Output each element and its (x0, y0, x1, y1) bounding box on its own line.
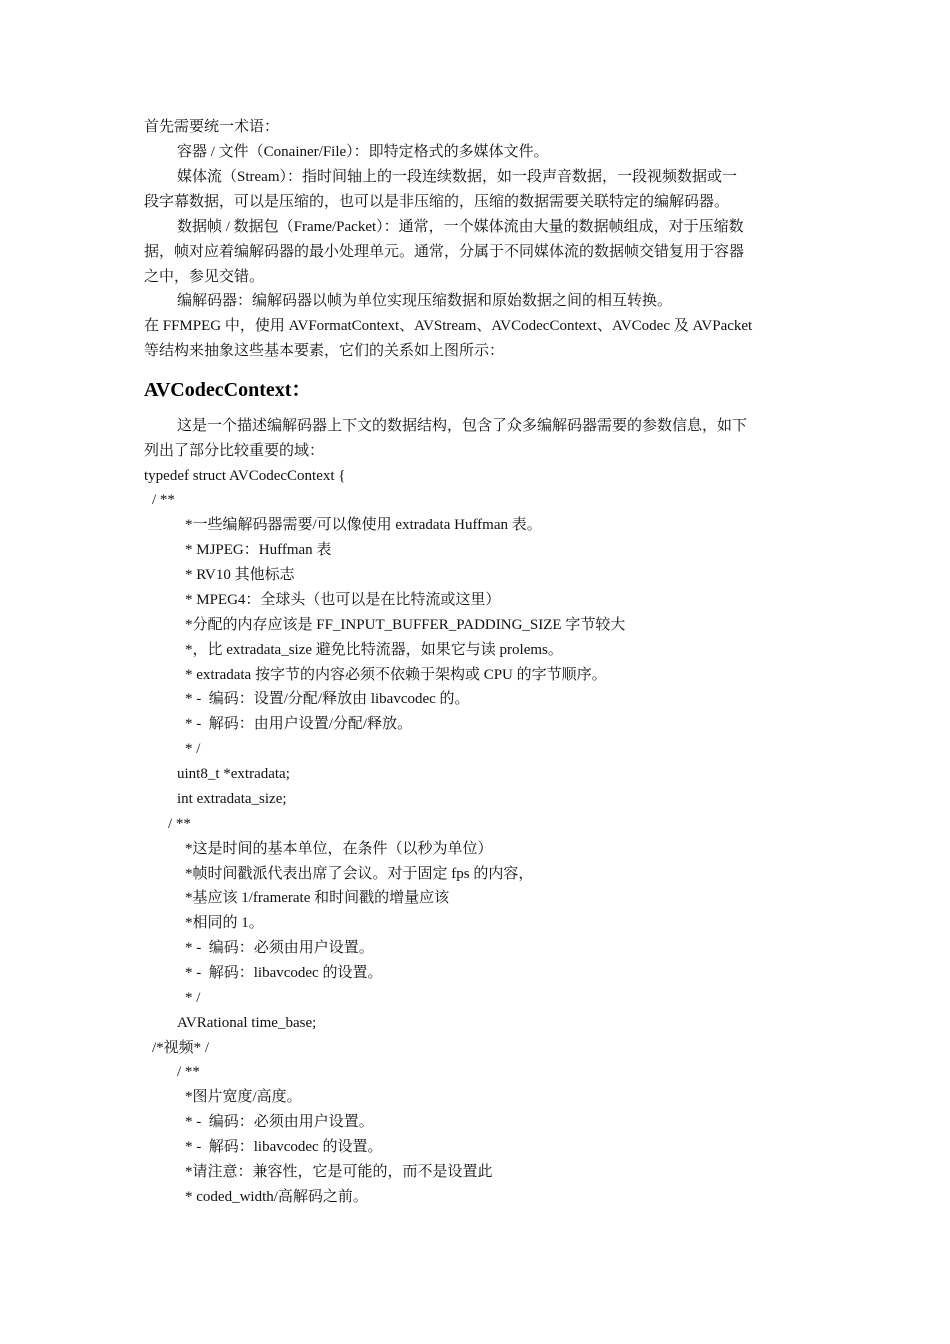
code-line: * - 编码：必须由用户设置。 (185, 1114, 374, 1130)
code-line: /*视频* / (152, 1040, 210, 1056)
code-line: *帧时间戳派代表出席了会议。对于固定 fps 的内容， (185, 866, 534, 882)
code-line: typedef struct AVCodecContext { (144, 468, 346, 484)
code-line: uint8_t *extradata; (177, 766, 290, 782)
code-line: * MPEG4：全球头（也可以是在比特流或这里） (185, 592, 501, 608)
code-line: int extradata_size; (177, 791, 287, 807)
code-line: *一些编解码器需要/可以像使用 extradata Huffman 表。 (185, 517, 542, 533)
code-line: * - 解码：由用户设置/分配/释放。 (185, 716, 413, 732)
intro-line: 据，帧对应着编解码器的最小处理单元。通常，分属于不同媒体流的数据帧交错复用于容器 (144, 244, 745, 260)
intro-line: 等结构来抽象这些基本要素，它们的关系如上图所示： (144, 343, 505, 359)
code-line: * coded_width/高解码之前。 (185, 1189, 368, 1205)
code-line: * extradata 按字节的内容必须不依赖于架构或 CPU 的字节顺序。 (185, 667, 607, 683)
intro-line: 段字幕数据，可以是压缩的，也可以是非压缩的，压缩的数据需要关联特定的编解码器。 (144, 194, 730, 210)
code-line: / ** (168, 816, 191, 832)
intro-line: 首先需要统一术语： (144, 119, 280, 135)
section-heading: AVCodecContext： (144, 379, 312, 401)
code-line: * - 编码：必须由用户设置。 (185, 940, 374, 956)
code-line: * - 解码：libavcodec 的设置。 (185, 1139, 383, 1155)
code-line: *相同的 1。 (185, 915, 264, 931)
intro-line: 媒体流（Stream）：指时间轴上的一段连续数据，如一段声音数据，一段视频数据或一 (177, 169, 737, 185)
code-line: / ** (152, 492, 175, 508)
intro-line: 之中，参见交错。 (144, 269, 265, 285)
desc-line: 列出了部分比较重要的域： (144, 443, 325, 459)
intro-line: 数据帧 / 数据包（Frame/Packet）：通常，一个媒体流由大量的数据帧组成，对于压缩数 (177, 219, 744, 235)
intro-line: 容器 / 文件（Conainer/File）：即特定格式的多媒体文件。 (177, 144, 549, 160)
code-line: *分配的内存应该是 FF_INPUT_BUFFER_PADDING_SIZE 字节较大 (185, 617, 626, 633)
intro-line: 在 FFMPEG 中，使用 AVFormatContext、AVStream、AVCodecContext、AVCodec 及 AVPacket (144, 318, 753, 334)
code-line: *基应该 1/framerate 和时间戳的增量应该 (185, 890, 450, 906)
code-line: / ** (177, 1064, 200, 1080)
desc-line: 这是一个描述编解码器上下文的数据结构，包含了众多编解码器需要的参数信息，如下 (177, 418, 748, 434)
intro-line: 编解码器：编解码器以帧为单位实现压缩数据和原始数据之间的相互转换。 (177, 293, 673, 309)
code-line: * / (185, 990, 201, 1006)
code-line: * - 解码：libavcodec 的设置。 (185, 965, 383, 981)
code-line: AVRational time_base; (177, 1015, 317, 1031)
code-line: * RV10 其他标志 (185, 567, 295, 583)
code-line: * MJPEG：Huffman 表 (185, 542, 332, 558)
code-line: * - 编码：设置/分配/释放由 libavcodec 的。 (185, 691, 470, 707)
code-line: *图片宽度/高度。 (185, 1089, 302, 1105)
code-line: *请注意：兼容性，它是可能的，而不是设置此 (185, 1164, 493, 1180)
code-line: * / (185, 741, 201, 757)
code-line: *这是时间的基本单位，在条件（以秒为单位） (185, 841, 493, 857)
code-line: *，比 extradata_size 避免比特流器，如果它与读 prolems。 (185, 642, 563, 658)
